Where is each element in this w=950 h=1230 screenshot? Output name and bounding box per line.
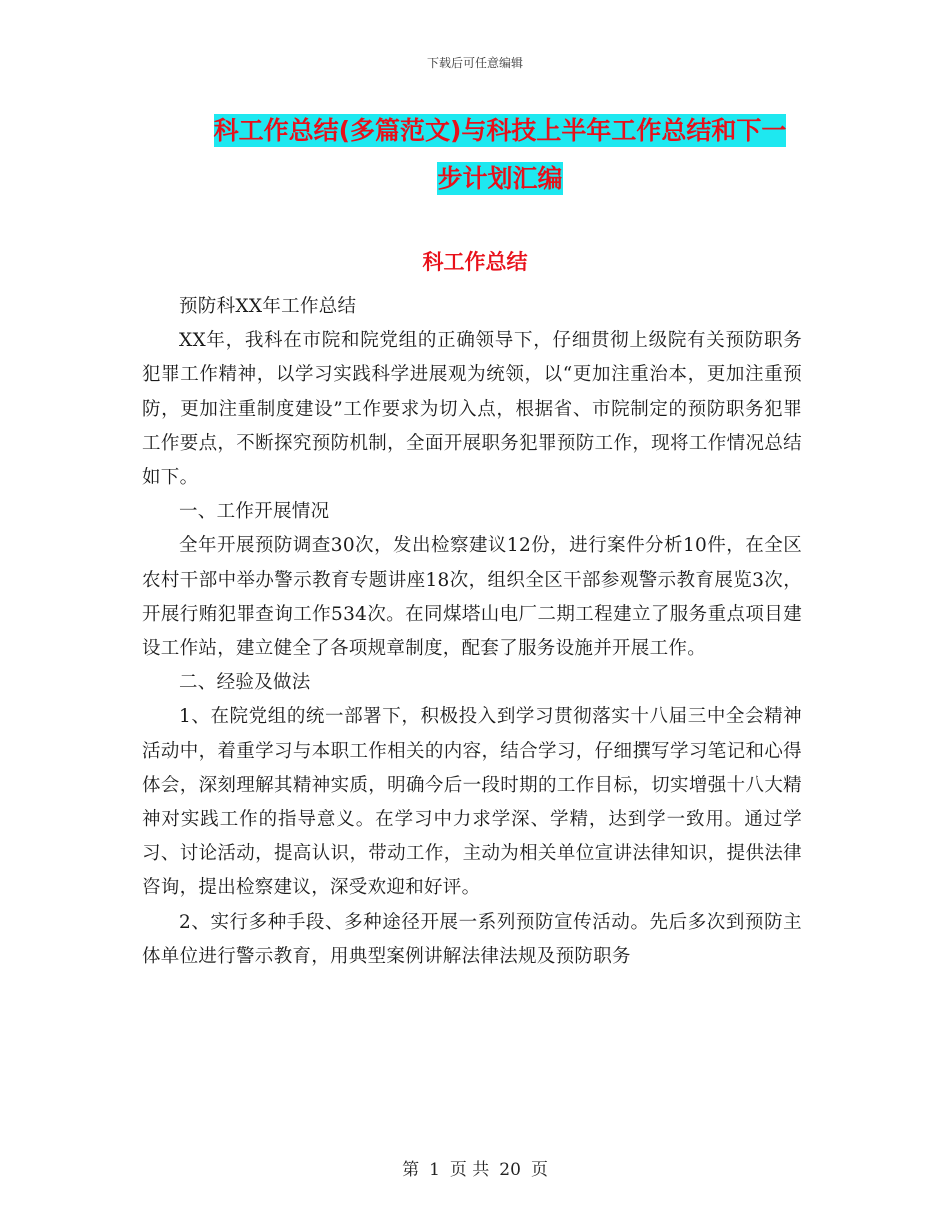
footer-total-pages: 20 [499, 1160, 521, 1180]
footer-current-page: 1 [429, 1160, 440, 1180]
footer-middle: 页 共 [449, 1160, 490, 1180]
header-note: 下载后可任意编辑 [426, 56, 523, 70]
paragraph: 1、在院党组的统一部署下，积极投入到学习贯彻落实十八届三中全会精神活动中，着重学习与本职工作相关的内容，结合学习，仔细撰写学习笔记和心得体会，深刻理解其精神实质，明确今后一段时期的工作目标，切实增强十八大精神对实践工作的指导意义。在学习中力求学深、学精，达到学一致用。通过学习、讨论活动，提高认识，带动工作，主动为相关单位宣讲法律知识，提供法律咨询，提出检察建议，深受欢迎和好评。 [142, 706, 802, 899]
body-text [142, 290, 802, 974]
section-heading: 科工作总结 [422, 250, 528, 274]
document-title [190, 107, 810, 203]
paragraph: 全年开展预防调查30次，发出检察建议12份，进行案件分析10件，在全区农村干部中举办警示教育专题讲座18次，组织全区干部参观警示教育展览3次，开展行贿犯罪查询工作534次。在同煤塔山电厂二期工程建立了服务重点项目建设工作站，建立健全了各项规章制度，配套了服务设施并开展工作。 [142, 535, 802, 660]
paragraph-heading: 二、经验及做法 [179, 672, 311, 694]
paragraph: XX年，我科在市院和院党组的正确领导下，仔细贯彻上级院有关预防职务犯罪工作精神，以学习实践科学进展观为统领，以“更加注重治本，更加注重预防，更加注重制度建设”工作要求为切入点，根据省、市院制定的预防职务犯罪工作要点，不断探究预防机制，全面开展职务犯罪预防工作，现将工作情况总结如下。 [142, 330, 802, 489]
footer-prefix: 第 [402, 1160, 420, 1180]
paragraph-heading: 一、工作开展情况 [179, 501, 330, 523]
paragraph: 2、实行多种手段、多种途径开展一系列预防宣传活动。先后多次到预防主体单位进行警示教育，用典型案例讲解法律法规及预防职务 [142, 911, 802, 967]
paragraph-subtitle: 预防科XX年工作总结 [179, 296, 357, 317]
footer-suffix: 页 [530, 1160, 548, 1180]
page-footer [0, 1155, 950, 1180]
title-line-2: 步计划汇编 [437, 164, 563, 193]
title-line-1: 科工作总结(多篇范文)与科技上半年工作总结和下一 [213, 116, 787, 145]
